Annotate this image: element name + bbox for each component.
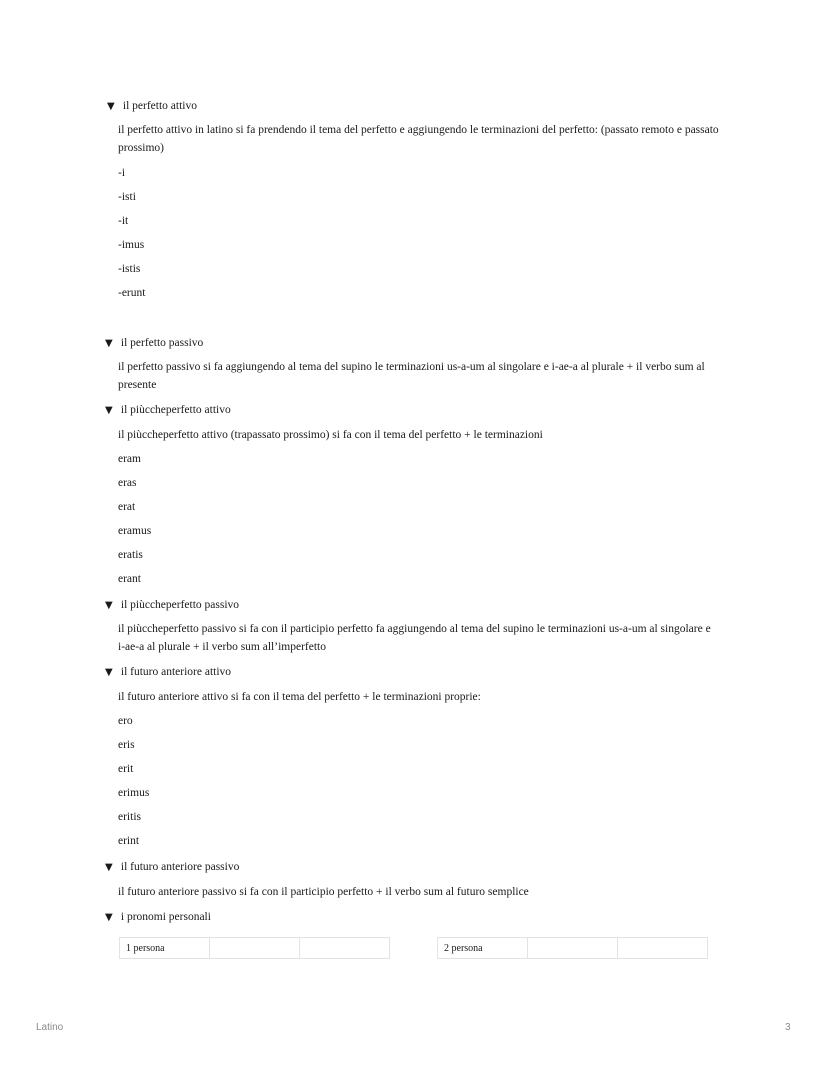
- table-cell[interactable]: [618, 938, 708, 959]
- toggle-pronomi-personali[interactable]: [105, 910, 211, 925]
- toggle-title: il perfetto passivo: [120, 337, 204, 349]
- table-cell[interactable]: 2 persona: [438, 938, 528, 959]
- list-item: -isti: [118, 191, 136, 203]
- section-paragraph: il futuro anteriore passivo si fa con il participio perfetto + il verbo sum al futuro semplice: [118, 886, 529, 898]
- toggle-title: il futuro anteriore attivo: [120, 666, 232, 678]
- toggle-triangle-icon[interactable]: ▼: [105, 405, 113, 416]
- list-item: erint: [118, 835, 140, 847]
- section-paragraph: il piùccheperfetto passivo si fa con il participio perfetto fa aggiungendo al tema del supino le terminazioni us-a-um al singolare e i-ae-a al plurale + il verbo sum all’imperfetto: [118, 623, 711, 653]
- list-item: erit: [118, 763, 134, 775]
- list-item: -it: [118, 215, 129, 227]
- toggle-triangle-icon[interactable]: ▼: [105, 862, 113, 873]
- list-item: erimus: [118, 787, 150, 799]
- table-row: [120, 938, 390, 959]
- table-cell[interactable]: [210, 938, 300, 959]
- toggle-perfetto-passivo[interactable]: [105, 336, 203, 351]
- pronomi-table-2: [437, 937, 708, 959]
- toggle-title: il perfetto attivo: [122, 100, 197, 112]
- list-item: ero: [118, 715, 133, 727]
- page-number: 3: [785, 1022, 791, 1033]
- list-item: -i: [118, 167, 126, 179]
- toggle-triangle-icon[interactable]: ▼: [105, 912, 113, 923]
- table-row: [438, 938, 708, 959]
- toggle-title: il piùccheperfetto attivo: [120, 404, 231, 416]
- list-item: -istis: [118, 263, 141, 275]
- toggle-futuro-anteriore-passivo[interactable]: [105, 860, 239, 875]
- list-item: eras: [118, 477, 137, 489]
- list-item: eram: [118, 453, 141, 465]
- footer-title: Latino: [36, 1022, 64, 1033]
- table-cell[interactable]: 1 persona: [120, 938, 210, 959]
- list-item: erat: [118, 501, 136, 513]
- section-paragraph: il perfetto passivo si fa aggiungendo al tema del supino le terminazioni us-a-um al singolare e i-ae-a al plurale + il verbo sum al presente: [118, 361, 705, 391]
- list-item: eris: [118, 739, 135, 751]
- toggle-triangle-icon[interactable]: ▼: [107, 101, 115, 112]
- toggle-piuccheperfetto-attivo[interactable]: [105, 403, 231, 418]
- toggle-piuccheperfetto-passivo[interactable]: [105, 598, 239, 613]
- toggle-perfetto-attivo[interactable]: [107, 99, 197, 114]
- list-item: -imus: [118, 239, 145, 251]
- toggle-futuro-anteriore-attivo[interactable]: [105, 665, 231, 680]
- list-item: -erunt: [118, 287, 146, 299]
- table-cell[interactable]: [528, 938, 618, 959]
- toggle-triangle-icon[interactable]: ▼: [105, 338, 113, 349]
- toggle-triangle-icon[interactable]: ▼: [105, 600, 113, 611]
- table-cell[interactable]: [300, 938, 390, 959]
- toggle-title: il futuro anteriore passivo: [120, 861, 240, 873]
- list-item: erant: [118, 573, 141, 585]
- section-paragraph: il perfetto attivo in latino si fa prendendo il tema del perfetto e aggiungendo le terminazioni del perfetto: (passato remoto e passato prossimo): [118, 124, 719, 154]
- toggle-title: i pronomi personali: [120, 911, 211, 923]
- toggle-triangle-icon[interactable]: ▼: [105, 667, 113, 678]
- section-paragraph: il futuro anteriore attivo si fa con il tema del perfetto + le terminazioni proprie:: [118, 691, 481, 703]
- list-item: eritis: [118, 811, 141, 823]
- list-item: eramus: [118, 525, 152, 537]
- toggle-title: il piùccheperfetto passivo: [120, 599, 240, 611]
- list-item: eratis: [118, 549, 143, 561]
- section-paragraph: il piùccheperfetto attivo (trapassato prossimo) si fa con il tema del perfetto + le terminazioni: [118, 429, 543, 441]
- pronomi-table-1: [119, 937, 390, 959]
